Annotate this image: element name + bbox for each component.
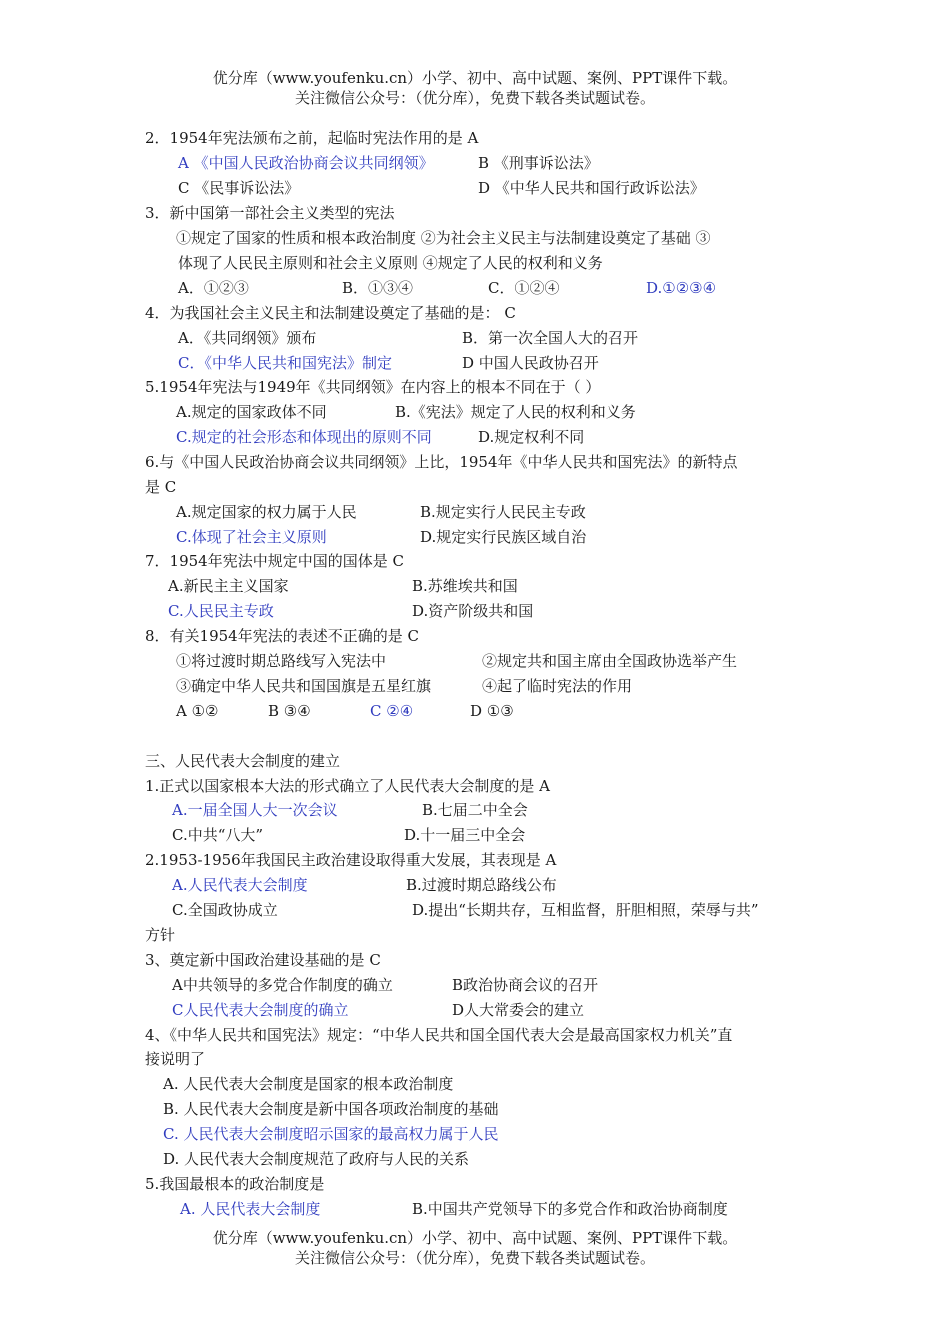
option-a: A.人民代表大会制度	[172, 876, 308, 894]
option-a: A中共领导的多党合作制度的确立	[172, 976, 393, 994]
option-b: B.《宪法》规定了人民的权利和义务	[395, 403, 636, 421]
question-stem: 3．新中国第一部社会主义类型的宪法	[145, 204, 395, 222]
question-stem: 5.我国最根本的政治制度是	[145, 1175, 325, 1193]
option-b: B.苏维埃共和国	[412, 577, 518, 595]
option-b: B.七届二中全会	[422, 801, 528, 819]
option-b: B.规定实行人民民主专政	[420, 503, 586, 521]
option-b: B政治协商会议的召开	[452, 976, 599, 994]
question-stem: 8．有关1954年宪法的表述不正确的是 C	[145, 627, 419, 645]
option-b: B ③④	[268, 702, 311, 720]
statement-4: ④起了临时宪法的作用	[482, 677, 633, 695]
option-a: A.规定国家的权力属于人民	[176, 503, 357, 521]
question-stem: 2.1953-1956年我国民主政治建设取得重大发展，其表现是 A	[145, 851, 557, 869]
option-c: C．《中华人民共和国宪法》制定	[178, 354, 392, 372]
option-b: B. 人民代表大会制度是新中国各项政治制度的基础	[163, 1100, 499, 1118]
section-title: 三、人民代表大会制度的建立	[145, 752, 341, 770]
option-d: D ①③	[470, 702, 514, 720]
statement-3: ③确定中华人民共和国国旗是五星红旗	[176, 677, 432, 695]
option-d: D.资产阶级共和国	[412, 602, 534, 620]
option-d: D 中国人民政协召开	[462, 354, 599, 372]
option-b: B.过渡时期总路线公布	[406, 876, 557, 894]
option-d: D 《中华人民共和国行政诉讼法》	[478, 179, 705, 197]
option-d: D.规定权利不同	[478, 428, 585, 446]
option-c: C．①②④	[488, 279, 560, 297]
option-d: D.提出“长期共存，互相监督，肝胆相照，荣辱与共”	[412, 901, 759, 919]
option-a: A.新民主主义国家	[168, 577, 289, 595]
option-c: C 《民事诉讼法》	[178, 179, 300, 197]
option-c: C.人民民主专政	[168, 602, 274, 620]
option-a: A 《中国人民政治协商会议共同纲领》	[178, 154, 434, 172]
option-a: A.规定的国家政体不同	[176, 403, 327, 421]
option-c: C ②④	[370, 702, 414, 720]
page-footer-line1: 优分库（www.youfenku.cn）小学、初中、高中试题、案例、PPT课件下载。	[212, 1229, 738, 1247]
option-d: D.十一届三中全会	[404, 826, 526, 844]
option-c: C.规定的社会形态和体现出的原则不同	[176, 428, 432, 446]
question-stem: 6.与《中国人民政治协商会议共同纲领》上比，1954年《中华人民共和国宪法》的新特点	[145, 453, 738, 471]
question-stem: 1.正式以国家根本大法的形式确立了人民代表大会制度的是 A	[145, 777, 550, 795]
option-a: A ①②	[176, 702, 219, 720]
option-c: C.全国政协成立	[172, 901, 278, 919]
page-header-line1: 优分库（www.youfenku.cn）小学、初中、高中试题、案例、PPT课件下载。	[212, 69, 738, 87]
page-footer-line2: 关注微信公众号：（优分库），免费下载各类试题试卷。	[294, 1249, 655, 1267]
statement-line: 体现了人民民主原则和社会主义原则 ④规定了人民的权利和义务	[178, 254, 603, 272]
option-a: A. 人民代表大会制度是国家的根本政治制度	[163, 1075, 454, 1093]
statement-1: ①将过渡时期总路线写入宪法中	[176, 652, 387, 670]
option-b: B 《刑事诉讼法》	[478, 154, 599, 172]
statement-2: ②规定共和国主席由全国政协选举产生	[482, 652, 738, 670]
page-header-line2: 关注微信公众号：（优分库），免费下载各类试题试卷。	[294, 89, 655, 107]
question-stem: 3、奠定新中国政治建设基础的是 C	[145, 951, 381, 969]
option-c: C人民代表大会制度的确立	[172, 1001, 349, 1019]
question-stem-cont: 接说明了	[145, 1050, 206, 1068]
question-stem: 5.1954年宪法与1949年《共同纲领》在内容上的根本不同在于（ ）	[145, 378, 601, 396]
option-b: B．第一次全国人大的召开	[462, 329, 639, 347]
option-d: D. 人民代表大会制度规范了政府与人民的关系	[163, 1150, 470, 1168]
option-d-cont: 方针	[145, 926, 176, 944]
option-a: A．《共同纲领》颁布	[178, 329, 317, 347]
option-d: D.规定实行民族区域自治	[420, 528, 587, 546]
option-d: D人大常委会的建立	[452, 1001, 585, 1019]
option-b: B．①③④	[342, 279, 414, 297]
question-stem: 4、《中华人民共和国宪法》规定：“中华人民共和国全国代表大会是最高国家权力机关”直	[145, 1026, 733, 1044]
question-stem: 7．1954年宪法中规定中国的国体是 C	[145, 552, 404, 570]
option-a: A.一届全国人大一次会议	[172, 801, 338, 819]
option-c: C.体现了社会主义原则	[176, 528, 327, 546]
question-stem: 2．1954年宪法颁布之前，起临时宪法作用的是 A	[145, 129, 479, 147]
question-stem-cont: 是 C	[145, 478, 177, 496]
statement-line: ①规定了国家的性质和根本政治制度 ②为社会主义民主与法制建设奠定了基础 ③	[176, 229, 711, 247]
question-stem: 4．为我国社会主义民主和法制建设奠定了基础的是： C	[145, 304, 516, 322]
option-a: A. 人民代表大会制度	[180, 1200, 321, 1218]
option-a: A．①②③	[178, 279, 249, 297]
option-c: C. 人民代表大会制度昭示国家的最高权力属于人民	[163, 1125, 499, 1143]
option-d: D.①②③④	[646, 279, 717, 297]
option-c: C.中共“八大”	[172, 826, 264, 844]
option-b: B.中国共产党领导下的多党合作和政治协商制度	[412, 1200, 728, 1218]
